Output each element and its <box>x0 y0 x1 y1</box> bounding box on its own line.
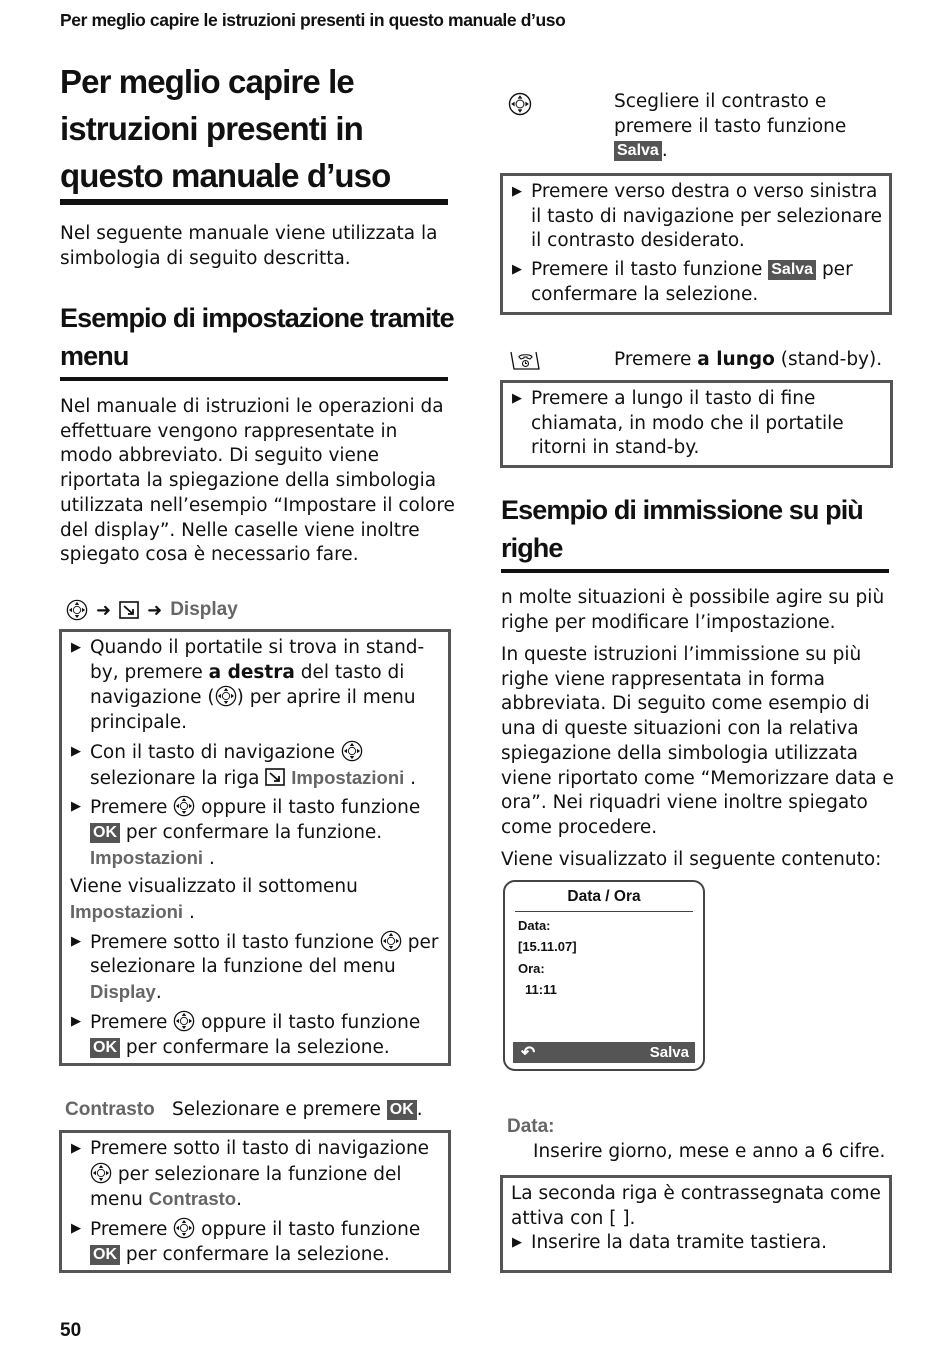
phone-softkey-bar <box>513 1042 695 1063</box>
instruction-box-standby <box>500 380 893 468</box>
multirow-paragraph-1: n molte situazioni è possibile agire su più righe per modificare l’impostazione. <box>501 587 885 633</box>
ok-key: OK <box>90 823 120 843</box>
path-arrow: ➜ <box>96 599 112 621</box>
menu-path <box>66 596 238 624</box>
navigation-key-icon <box>173 1010 195 1032</box>
salva-key: Salva <box>768 260 816 280</box>
bullet-triangle-icon: ▶ <box>71 743 81 759</box>
phone-line-data-label: Data: <box>518 918 551 933</box>
multirow-paragraph-2: In queste istruzioni l’immissione su più righe viene rappresentata in forma abbreviata. Di seguito come esempio di una di queste situazioni con la relativa spiegazione della simbologia utilizzata viene riportato come “Memorizzare data e ora”. Nei riquadri viene inoltre spiegato come procedere. <box>501 644 894 838</box>
salva-softkey[interactable]: Salva <box>649 1044 689 1061</box>
list-item: ▶ Premere oppure il tasto funzione OK per confermare la selezione. <box>71 1219 421 1265</box>
bullet-triangle-icon: ▶ <box>71 799 81 815</box>
submenu-note: Viene visualizzato il sottomenu Impostazioni . <box>70 876 358 924</box>
navigation-key-icon <box>380 930 402 952</box>
settings-menu-icon <box>265 768 285 786</box>
ok-key: OK <box>90 1038 120 1058</box>
running-header: Per meglio capire le istruzioni presenti in questo manuale d’uso <box>60 10 566 30</box>
data-field-instruction: Inserire giorno, mese e anno a 6 cifre. <box>533 1141 886 1162</box>
settings-menu-icon <box>119 601 139 619</box>
bullet-triangle-icon: ▶ <box>71 933 81 949</box>
list-item: ▶ Premere oppure il tasto funzione OK per confermare la funzione. Impostazioni . <box>71 797 421 869</box>
intro-paragraph: Nel seguente manuale viene utilizzata la simbologia di seguito descritta. <box>60 223 438 269</box>
instruction-box-date <box>500 1175 892 1273</box>
list-item: ▶ Quando il portatile si trova in stand-by, premere a destra del tasto di navigazione ( ) per aprire il menu principale. <box>71 637 425 734</box>
phone-title-divider <box>515 911 693 912</box>
navigation-key-icon <box>173 795 195 817</box>
multirow-paragraph-3: Viene visualizzato il seguente contenuto: <box>501 849 882 870</box>
section-paragraph: Nel manuale di istruzioni le operazioni da effettuare vengono rappresentate in modo abbreviato. Di seguito viene riportata la spiegazione della simbologia utilizzata nell’esempio “Impostare il colore del display”. Nelle caselle viene inoltre spiegato cosa è necessario fare. <box>60 396 455 566</box>
page-title: Per meglio capire le istruzioni presenti in questo manuale d’uso <box>60 63 391 194</box>
section-title-multirow: Esempio di immissione su più righe <box>501 495 863 563</box>
bullet-triangle-icon: ▶ <box>71 640 81 655</box>
navigation-key-icon <box>341 740 363 762</box>
list-item: ▶ Inserire la data tramite tastiera. <box>511 1231 883 1256</box>
page-number: 50 <box>60 1320 82 1341</box>
bullet-triangle-icon: ▶ <box>512 1235 522 1251</box>
contrasto-row: Contrasto Selezionare e premere OK . <box>65 1098 455 1123</box>
bullet-triangle-icon: ▶ <box>71 1221 81 1237</box>
instruction-box-contrasto <box>59 1130 451 1273</box>
list-item: ▶ Premere sotto il tasto di navigazione per selezionare la funzione del menu Contrasto. <box>71 1138 430 1211</box>
navigation-key-icon <box>173 1217 195 1239</box>
list-item: ▶ Premere a lungo il tasto di fine chiamata, in modo che il portatile ritorni in stand-by. <box>512 388 844 459</box>
phone-line-ora-value: 11:11 <box>525 982 557 997</box>
list-item: ▶ Premere il tasto funzione Salva per confermare la selezione. <box>512 259 853 305</box>
bullet-triangle-icon: ▶ <box>512 262 522 278</box>
ok-key: OK <box>90 1245 120 1265</box>
instruction-box-contrast <box>500 173 892 315</box>
path-arrow: ➜ <box>147 599 163 621</box>
bullet-triangle-icon: ▶ <box>71 1141 81 1156</box>
instruction-box-menu <box>59 629 451 1066</box>
navigation-key-icon <box>90 1162 112 1184</box>
list-item: ▶ Premere sotto il tasto funzione per selezionare la funzione del menu Display. <box>71 931 439 1004</box>
list-item: ▶ Premere oppure il tasto funzione OK per confermare la selezione. <box>71 1011 421 1058</box>
navigation-key-icon <box>66 599 88 621</box>
active-row-note: La seconda riga è contrassegnata come attiva con [ ]. <box>511 1183 881 1229</box>
contrasto-label: Contrasto <box>65 1099 155 1120</box>
section-title-menu: Esempio di impostazione tramite menu <box>60 303 454 371</box>
end-call-instruction: Premere a lungo (stand-by). <box>614 349 883 370</box>
list-item: ▶ Con il tasto di navigazione selezionare la riga Impostazioni . <box>71 741 417 789</box>
navigation-key-icon <box>508 92 532 116</box>
phone-line-ora-label: Ora: <box>518 961 545 976</box>
bullet-triangle-icon: ▶ <box>512 391 522 406</box>
list-item: ▶ Premere verso destra o verso sinistra il tasto di navigazione per selezionare il contrasto desiderato. <box>512 181 882 252</box>
end-call-key-icon <box>508 349 542 373</box>
bullet-triangle-icon: ▶ <box>71 1013 81 1029</box>
phone-line-data-value: [15.11.07] <box>518 939 577 954</box>
path-display-label: Display <box>170 599 238 620</box>
title-rule <box>60 199 448 205</box>
phone-display-title: Data / Ora <box>567 888 641 905</box>
back-softkey-icon[interactable]: ↶ <box>521 1043 536 1062</box>
section-rule <box>501 569 889 573</box>
phone-display <box>503 880 705 1071</box>
bullet-triangle-icon: ▶ <box>512 184 522 199</box>
navigation-key-icon <box>215 685 237 707</box>
ok-key: OK <box>387 1100 417 1120</box>
contrast-instruction: Scegliere il contrasto e premere il tasto funzione Salva . <box>614 91 847 162</box>
section-rule <box>60 377 448 381</box>
data-field-label: Data: <box>507 1116 555 1137</box>
salva-key: Salva <box>614 141 662 161</box>
